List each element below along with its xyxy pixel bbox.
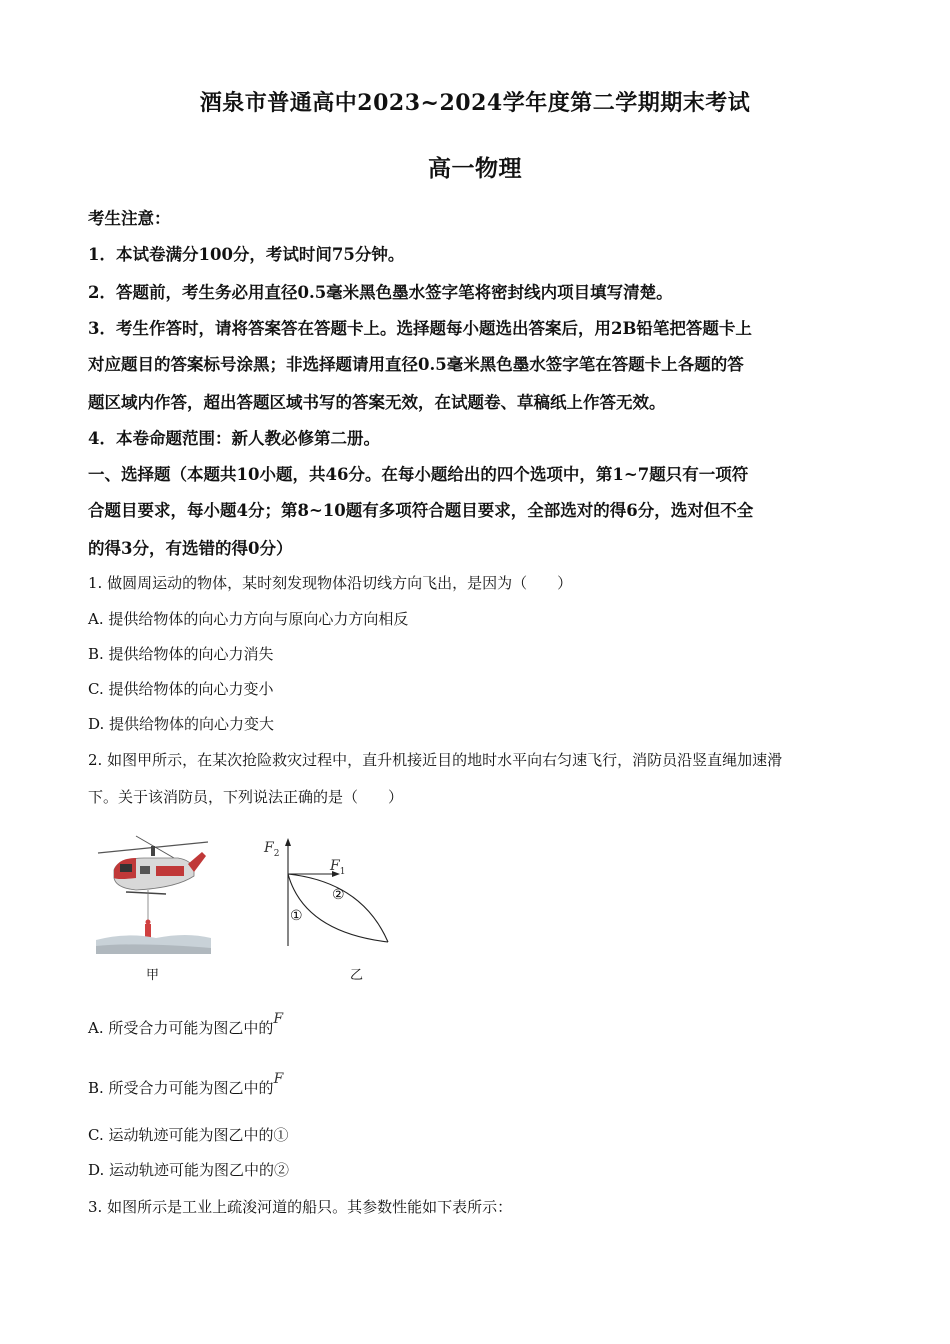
notice-heading: 考生注意： xyxy=(88,209,171,228)
notice-item-4: 4．本卷命题范围：新人教必修第二册。 xyxy=(88,429,380,448)
notice-item-3: 3．考生作答时，请将答案答在答题卡上。选择题每小题选出答案后，用2B铅笔把答题卡上 xyxy=(88,319,752,338)
helicopter-photo xyxy=(96,828,211,960)
label-f1: $F_1$ xyxy=(330,858,346,877)
q3-stem: 3. 如图所示是工业上疏浚河道的船只。其参数性能如下表所示： xyxy=(88,1198,513,1216)
section-1-heading: 一、选择题（本题共10小题，共46分。在每小题给出的四个选项中，第1~7题只有一项符 xyxy=(88,465,749,484)
q1-option-c: C. 提供给物体的向心力变小 xyxy=(88,680,274,698)
q1-option-b: B. 提供给物体的向心力消失 xyxy=(88,645,274,663)
notice-item-3-cont: 对应题目的答案标号涂黑；非选择题请用直径0.5毫米黑色墨水签字笔在答题卡上各题的答 xyxy=(88,355,744,374)
q2-option-c: C. 运动轨迹可能为图乙中的① xyxy=(88,1126,289,1144)
section-1-heading-cont: 合题目要求，每小题4分；第8~10题有多项符合题目要求，全部选对的得6分，选对但不全 xyxy=(88,501,754,520)
notice-item-3-cont2: 题区域内作答，超出答题区域书写的答案无效，在试题卷、草稿纸上作答无效。 xyxy=(88,393,666,412)
figure-jia-caption: 甲 xyxy=(146,968,160,983)
section-1-heading-cont2: 的得3分，有选错的得0分） xyxy=(88,539,293,558)
q1-option-d: D. 提供给物体的向心力变大 xyxy=(88,715,275,733)
q2-option-a-symbol: F xyxy=(273,1011,284,1027)
q2-stem-cont: 下。关于该消防员，下列说法正确的是（ ） xyxy=(88,788,404,806)
label-f2: $F_2$ xyxy=(264,840,280,859)
q2-option-b: B. 所受合力可能为图乙中的F xyxy=(88,1071,284,1097)
label-path-2: ② xyxy=(332,887,345,903)
q1-option-a: A. 提供给物体的向心力方向与原向心力方向相反 xyxy=(88,610,409,628)
label-path-1: ① xyxy=(290,908,303,924)
figure-yi-caption: 乙 xyxy=(350,968,364,983)
q2-option-b-symbol: F xyxy=(273,1071,284,1087)
q1-stem: 1. 做圆周运动的物体，某时刻发现物体沿切线方向飞出，是因为（ ） xyxy=(88,574,573,592)
q2-option-a: A. 所受合力可能为图乙中的F xyxy=(88,1011,284,1037)
q2-option-d: D. 运动轨迹可能为图乙中的② xyxy=(88,1161,290,1179)
notice-item-1: 1．本试卷满分100分，考试时间75分钟。 xyxy=(88,245,405,264)
q2-stem: 2. 如图甲所示，在某次抢险救灾过程中，直升机接近目的地时水平向右匀速飞行，消防员沿竖直绳加速滑 xyxy=(88,751,783,769)
exam-title: 酒泉市普通高中2023~2024学年度第二学期期末考试 xyxy=(199,90,751,116)
subject-title: 高一物理 xyxy=(428,155,522,182)
notice-item-2: 2．答题前，考生务必用直径0.5毫米黑色墨水签字笔将密封线内项目填写清楚。 xyxy=(88,283,673,302)
